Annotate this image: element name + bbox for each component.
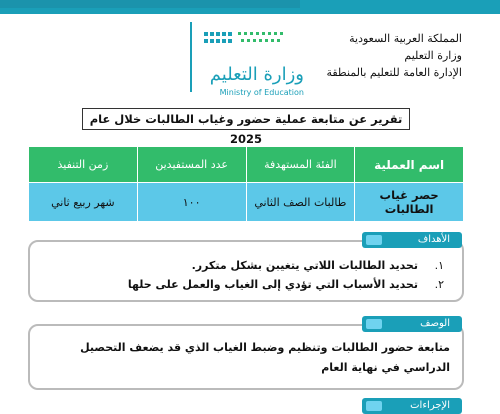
goals-list bbox=[128, 256, 444, 294]
kingdom-header bbox=[272, 30, 462, 81]
goals-label: الأهداف bbox=[362, 232, 462, 248]
column-header: زمن التنفيذ bbox=[29, 147, 138, 183]
table-row bbox=[29, 183, 464, 222]
description-label: الوصف bbox=[362, 316, 462, 332]
item-number: ١. bbox=[434, 259, 444, 272]
goal-text: تحديد الطالبات اللاتي يتغيبن بشكل متكرر. bbox=[191, 259, 418, 272]
goal-text: تحديد الأسباب التي تؤدي إلى الغياب والعمل على حلها bbox=[127, 278, 418, 291]
next-section-label: الإجراءات bbox=[362, 398, 462, 414]
top-accent-bar bbox=[0, 0, 500, 14]
ministry-logo-arabic: وزارة التعليم bbox=[209, 64, 304, 85]
report-title: تقرير عن متابعة عملية حضور وغياب الطالبات خلال عام 2025 bbox=[82, 108, 410, 130]
ministry-logo-english: Ministry of Education bbox=[219, 88, 304, 97]
column-header: اسم العملية bbox=[355, 147, 464, 183]
column-header: عدد المستفيدين bbox=[137, 147, 246, 183]
table-header-row bbox=[29, 147, 464, 183]
table-cell: ١٠٠ bbox=[137, 183, 246, 222]
table-cell: حصر غياب الطالبات bbox=[355, 183, 464, 222]
operations-table bbox=[28, 146, 464, 222]
list-item bbox=[128, 256, 444, 275]
table-cell: طالبات الصف الثاني bbox=[246, 183, 355, 222]
item-number: ٢. bbox=[434, 278, 444, 291]
table-cell: شهر ربيع ثاني bbox=[29, 183, 138, 222]
ministry-line: وزارة التعليم bbox=[404, 49, 462, 62]
description-panel bbox=[28, 324, 464, 390]
description-text: متابعة حضور الطالبات وتنظيم وضبط الغياب الذي قد يضعف التحصيل الدراسي في نهاية العام bbox=[80, 341, 450, 374]
column-header: الفئة المستهدفة bbox=[246, 147, 355, 183]
directorate-line: الإدارة العامة للتعليم بالمنطقة bbox=[326, 66, 462, 79]
kingdom-line: المملكة العربية السعودية bbox=[349, 32, 462, 45]
list-item bbox=[128, 275, 444, 294]
goals-panel bbox=[28, 240, 464, 302]
